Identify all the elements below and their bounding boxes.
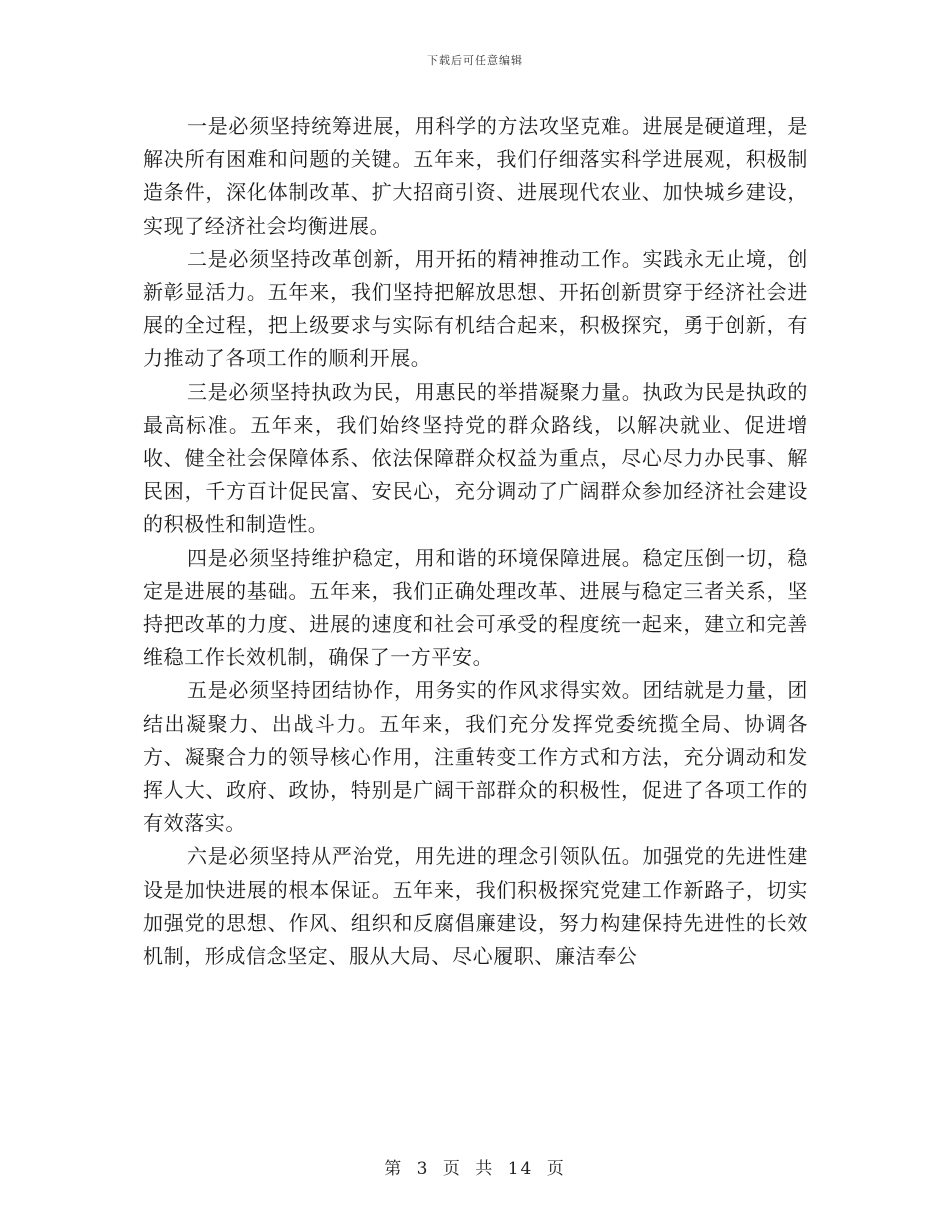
paragraph-6: 六是必须坚持从严治党，用先进的理念引领队伍。加强党的先进性建设是加快进展的根本保证。五年来，我们积极探究党建工作新路子，切实加强党的思想、作风、组织和反腐倡廉建设，努力构建保持先进性的长效机制，形成信念坚定、服从大局、尽心履职、廉洁奉公 <box>143 844 808 969</box>
paragraph-2: 二是必须坚持改革创新，用开拓的精神推动工作。实践永无止境，创新彰显活力。五年来，我们坚持把解放思想、开拓创新贯穿于经济社会进展的全过程，把上级要求与实际有机结合起来，积极探究，勇于创新，有力推动了各项工作的顺利开展。 <box>143 246 808 371</box>
page-header-note: 下载后可任意编辑 <box>427 54 523 67</box>
paragraph-5: 五是必须坚持团结协作，用务实的作风求得实效。团结就是力量，团结出凝聚力、出战斗力。五年来，我们充分发挥党委统揽全局、协调各方、凝聚合力的领导核心作用，注重转变工作方式和方法，充分调动和发挥人大、政府、政协，特别是广阔干部群众的积极性，促进了各项工作的有效落实。 <box>143 678 808 836</box>
document-body <box>143 110 808 973</box>
paragraph-3: 三是必须坚持执政为民，用惠民的举措凝聚力量。执政为民是执政的最高标准。五年来，我们始终坚持党的群众路线，以解决就业、促进增收、健全社会保障体系、依法保障群众权益为重点，尽心尽力办民事、解民困，千方百计促民富、安民心，充分调动了广阔群众参加经济社会建设的积极性和制造性。 <box>143 379 808 537</box>
page-number: 第 3 页 共 14 页 <box>384 1159 566 1179</box>
paragraph-1: 一是必须坚持统筹进展，用科学的方法攻坚克难。进展是硬道理，是解决所有困难和问题的关键。五年来，我们仔细落实科学进展观，积极制造条件，深化体制改革、扩大招商引资、进展现代农业、加快城乡建设，实现了经济社会均衡进展。 <box>143 114 808 238</box>
paragraph-4: 四是必须坚持维护稳定，用和谐的环境保障进展。稳定压倒一切，稳定是进展的基础。五年来，我们正确处理改革、进展与稳定三者关系，坚持把改革的力度、进展的速度和社会可承受的程度统一起来，建立和完善维稳工作长效机制，确保了一方平安。 <box>143 545 808 670</box>
